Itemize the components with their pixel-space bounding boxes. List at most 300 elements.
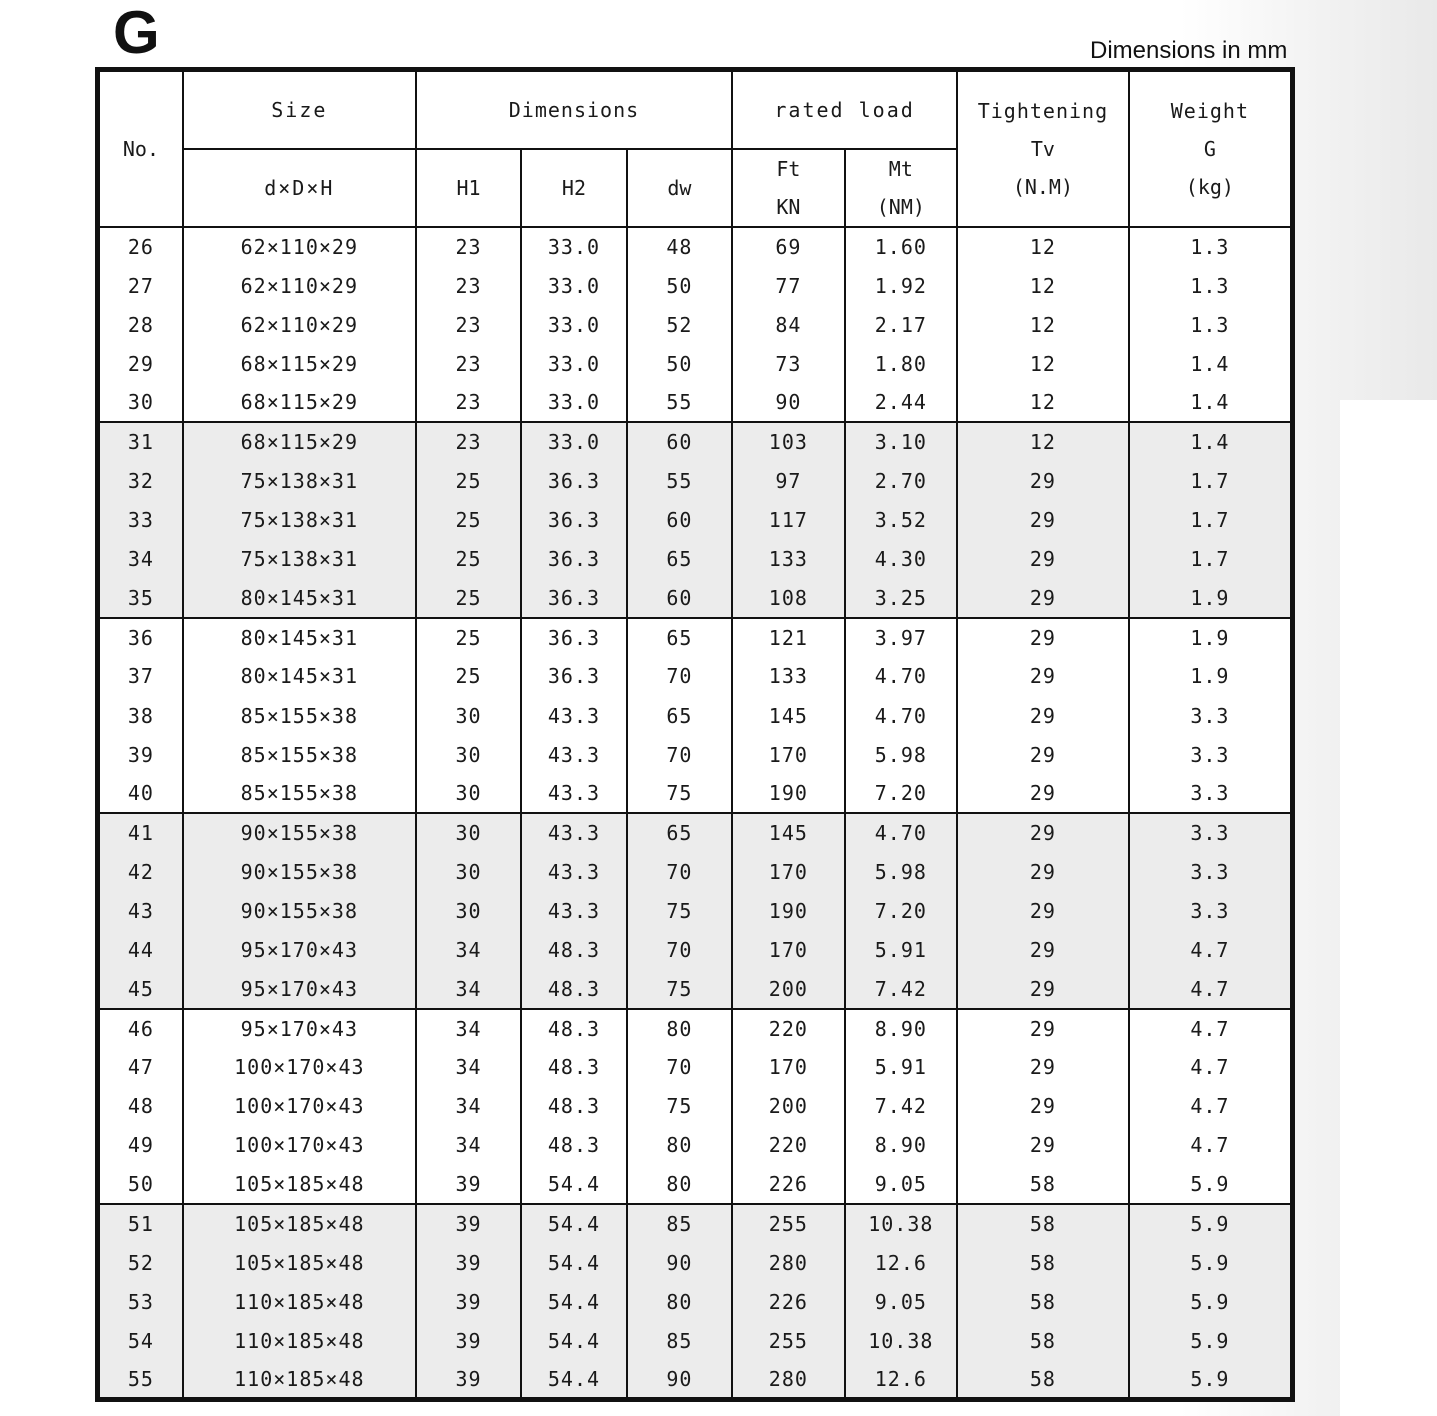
cell-weight: 5.9 [1129, 1243, 1293, 1282]
cell-size: 95×170×43 [183, 930, 416, 969]
cell-weight: 4.7 [1129, 1087, 1293, 1126]
header-weight-label: Weight [1170, 99, 1250, 123]
cell-mt: 4.70 [845, 657, 957, 696]
cell-no: 41 [98, 813, 183, 852]
cell-mt: 4.70 [845, 696, 957, 735]
header-weight [1129, 70, 1293, 228]
cell-size: 85×155×38 [183, 774, 416, 813]
cell-mt: 4.70 [845, 813, 957, 852]
cell-h1: 30 [416, 735, 521, 774]
cell-ft: 90 [732, 383, 844, 422]
table-row [98, 696, 1293, 735]
table-row [98, 774, 1293, 813]
header-h1: H1 [416, 149, 521, 227]
cell-h2: 36.3 [521, 618, 626, 657]
cell-mt: 1.92 [845, 266, 957, 305]
header-rated-load: rated load [732, 70, 957, 150]
cell-tightening: 58 [957, 1165, 1129, 1204]
cell-weight: 5.9 [1129, 1165, 1293, 1204]
cell-tightening: 29 [957, 618, 1129, 657]
cell-size: 100×170×43 [183, 1087, 416, 1126]
cell-weight: 1.4 [1129, 422, 1293, 461]
cell-dw: 70 [627, 852, 732, 891]
cell-h1: 39 [416, 1243, 521, 1282]
cell-ft: 103 [732, 422, 844, 461]
cell-no: 37 [98, 657, 183, 696]
table-row [98, 618, 1293, 657]
cell-h1: 34 [416, 930, 521, 969]
cell-tightening: 29 [957, 1087, 1129, 1126]
cell-dw: 52 [627, 305, 732, 344]
cell-no: 40 [98, 774, 183, 813]
cell-no: 30 [98, 383, 183, 422]
cell-h1: 34 [416, 1087, 521, 1126]
cell-no: 34 [98, 540, 183, 579]
header-mt-label: Mt [888, 157, 913, 181]
cell-weight: 5.9 [1129, 1282, 1293, 1321]
cell-h1: 39 [416, 1360, 521, 1399]
cell-weight: 4.7 [1129, 970, 1293, 1009]
cell-no: 54 [98, 1321, 183, 1360]
cell-ft: 280 [732, 1360, 844, 1399]
cell-size: 100×170×43 [183, 1126, 416, 1165]
cell-no: 39 [98, 735, 183, 774]
cell-dw: 90 [627, 1360, 732, 1399]
cell-dw: 70 [627, 930, 732, 969]
cell-weight: 1.9 [1129, 579, 1293, 618]
cell-h1: 30 [416, 813, 521, 852]
cell-h2: 54.4 [521, 1360, 626, 1399]
cell-tightening: 58 [957, 1282, 1129, 1321]
cell-h1: 39 [416, 1282, 521, 1321]
cell-size: 110×185×48 [183, 1282, 416, 1321]
cell-tightening: 12 [957, 344, 1129, 383]
cell-size: 105×185×48 [183, 1243, 416, 1282]
cell-tightening: 29 [957, 1126, 1129, 1165]
cell-no: 47 [98, 1048, 183, 1087]
cell-h2: 43.3 [521, 852, 626, 891]
table-row [98, 891, 1293, 930]
cell-h2: 36.3 [521, 501, 626, 540]
cell-size: 80×145×31 [183, 579, 416, 618]
cell-dw: 70 [627, 1048, 732, 1087]
cell-weight: 3.3 [1129, 696, 1293, 735]
cell-size: 62×110×29 [183, 305, 416, 344]
cell-no: 28 [98, 305, 183, 344]
cell-tightening: 29 [957, 501, 1129, 540]
header-ft-unit: KN [776, 195, 801, 219]
header-h2: H2 [521, 149, 626, 227]
table-row [98, 540, 1293, 579]
cell-ft: 255 [732, 1204, 844, 1243]
section-letter: G [113, 0, 160, 66]
table-row [98, 735, 1293, 774]
header-mt [845, 149, 957, 227]
cell-mt: 10.38 [845, 1204, 957, 1243]
cell-size: 75×138×31 [183, 501, 416, 540]
cell-tightening: 12 [957, 305, 1129, 344]
cell-tightening: 29 [957, 774, 1129, 813]
header-dimensions: Dimensions [416, 70, 732, 150]
cell-weight: 1.7 [1129, 540, 1293, 579]
cell-h1: 23 [416, 305, 521, 344]
header-tightening-label: Tightening [977, 99, 1109, 123]
cell-dw: 70 [627, 735, 732, 774]
table-row [98, 383, 1293, 422]
table-row [98, 579, 1293, 618]
cell-no: 36 [98, 618, 183, 657]
cell-dw: 65 [627, 540, 732, 579]
cell-tightening: 29 [957, 970, 1129, 1009]
cell-weight: 3.3 [1129, 852, 1293, 891]
cell-no: 26 [98, 227, 183, 266]
header-no: No. [98, 70, 183, 228]
cell-dw: 55 [627, 461, 732, 500]
cell-no: 49 [98, 1126, 183, 1165]
cell-weight: 5.9 [1129, 1204, 1293, 1243]
cell-mt: 2.17 [845, 305, 957, 344]
cell-ft: 69 [732, 227, 844, 266]
cell-ft: 280 [732, 1243, 844, 1282]
cell-tightening: 29 [957, 813, 1129, 852]
cell-h2: 33.0 [521, 305, 626, 344]
cell-dw: 70 [627, 657, 732, 696]
table-row [98, 266, 1293, 305]
table-row [98, 852, 1293, 891]
cell-tightening: 12 [957, 422, 1129, 461]
cell-ft: 97 [732, 461, 844, 500]
cell-size: 68×115×29 [183, 422, 416, 461]
cell-ft: 255 [732, 1321, 844, 1360]
table-row [98, 1360, 1293, 1399]
cell-size: 110×185×48 [183, 1360, 416, 1399]
cell-mt: 7.42 [845, 1087, 957, 1126]
cell-dw: 65 [627, 618, 732, 657]
cell-weight: 5.9 [1129, 1321, 1293, 1360]
table-row [98, 1321, 1293, 1360]
cell-no: 44 [98, 930, 183, 969]
cell-weight: 1.4 [1129, 383, 1293, 422]
table-row [98, 344, 1293, 383]
cell-no: 43 [98, 891, 183, 930]
cell-no: 53 [98, 1282, 183, 1321]
cell-dw: 75 [627, 891, 732, 930]
table-row [98, 501, 1293, 540]
cell-tightening: 29 [957, 930, 1129, 969]
cell-dw: 80 [627, 1126, 732, 1165]
cell-h2: 54.4 [521, 1165, 626, 1204]
cell-weight: 1.3 [1129, 227, 1293, 266]
cell-weight: 3.3 [1129, 891, 1293, 930]
table-row [98, 930, 1293, 969]
cell-ft: 170 [732, 930, 844, 969]
cell-h1: 39 [416, 1204, 521, 1243]
cell-tightening: 29 [957, 657, 1129, 696]
cell-dw: 60 [627, 422, 732, 461]
cell-mt: 4.30 [845, 540, 957, 579]
cell-mt: 9.05 [845, 1165, 957, 1204]
table-row [98, 1126, 1293, 1165]
cell-size: 90×155×38 [183, 852, 416, 891]
cell-h2: 48.3 [521, 930, 626, 969]
cell-ft: 133 [732, 657, 844, 696]
table-row [98, 227, 1293, 266]
cell-h2: 54.4 [521, 1282, 626, 1321]
cell-ft: 77 [732, 266, 844, 305]
cell-dw: 65 [627, 696, 732, 735]
cell-mt: 5.98 [845, 852, 957, 891]
cell-ft: 121 [732, 618, 844, 657]
cell-mt: 1.80 [845, 344, 957, 383]
row-group-1 [98, 227, 1293, 422]
cell-size: 105×185×48 [183, 1204, 416, 1243]
cell-size: 68×115×29 [183, 344, 416, 383]
header-dw: dw [627, 149, 732, 227]
cell-dw: 48 [627, 227, 732, 266]
cell-dw: 80 [627, 1009, 732, 1048]
cell-ft: 200 [732, 970, 844, 1009]
header-weight-symbol: G [1203, 137, 1216, 161]
cell-weight: 1.7 [1129, 461, 1293, 500]
cell-size: 75×138×31 [183, 461, 416, 500]
cell-mt: 2.44 [845, 383, 957, 422]
cell-mt: 8.90 [845, 1126, 957, 1165]
cell-h2: 48.3 [521, 1126, 626, 1165]
cell-size: 85×155×38 [183, 735, 416, 774]
cell-no: 38 [98, 696, 183, 735]
cell-tightening: 29 [957, 891, 1129, 930]
cell-weight: 1.4 [1129, 344, 1293, 383]
header-mt-unit: (NM) [876, 195, 925, 219]
cell-ft: 170 [732, 735, 844, 774]
cell-h2: 33.0 [521, 383, 626, 422]
cell-mt: 8.90 [845, 1009, 957, 1048]
cell-h1: 25 [416, 618, 521, 657]
cell-h2: 36.3 [521, 540, 626, 579]
table-row [98, 1282, 1293, 1321]
cell-dw: 50 [627, 266, 732, 305]
cell-no: 27 [98, 266, 183, 305]
cell-mt: 9.05 [845, 1282, 957, 1321]
cell-size: 62×110×29 [183, 266, 416, 305]
cell-ft: 200 [732, 1087, 844, 1126]
cell-weight: 5.9 [1129, 1360, 1293, 1399]
cell-size: 90×155×38 [183, 891, 416, 930]
cell-h1: 30 [416, 774, 521, 813]
cell-h2: 33.0 [521, 266, 626, 305]
header-size: Size [183, 70, 416, 150]
cell-h2: 54.4 [521, 1321, 626, 1360]
cell-size: 105×185×48 [183, 1165, 416, 1204]
cell-tightening: 58 [957, 1243, 1129, 1282]
cell-tightening: 58 [957, 1321, 1129, 1360]
cell-mt: 3.10 [845, 422, 957, 461]
table-row [98, 422, 1293, 461]
row-group-3 [98, 618, 1293, 813]
cell-no: 32 [98, 461, 183, 500]
cell-weight: 1.3 [1129, 305, 1293, 344]
cell-no: 46 [98, 1009, 183, 1048]
row-group-4 [98, 813, 1293, 1008]
cell-tightening: 58 [957, 1204, 1129, 1243]
cell-h2: 48.3 [521, 1048, 626, 1087]
cell-mt: 2.70 [845, 461, 957, 500]
cell-h1: 25 [416, 579, 521, 618]
cell-weight: 1.9 [1129, 618, 1293, 657]
cell-dw: 55 [627, 383, 732, 422]
cell-size: 95×170×43 [183, 1009, 416, 1048]
cell-mt: 7.20 [845, 891, 957, 930]
cell-ft: 190 [732, 774, 844, 813]
cell-no: 52 [98, 1243, 183, 1282]
cell-size: 95×170×43 [183, 970, 416, 1009]
cell-mt: 3.52 [845, 501, 957, 540]
cell-mt: 7.20 [845, 774, 957, 813]
cell-h2: 48.3 [521, 1087, 626, 1126]
cell-no: 35 [98, 579, 183, 618]
cell-weight: 3.3 [1129, 813, 1293, 852]
cell-ft: 84 [732, 305, 844, 344]
cell-h2: 43.3 [521, 696, 626, 735]
header-tightening-symbol: Tv [1030, 137, 1055, 161]
cell-h2: 48.3 [521, 970, 626, 1009]
cell-size: 85×155×38 [183, 696, 416, 735]
cell-no: 42 [98, 852, 183, 891]
cell-ft: 117 [732, 501, 844, 540]
cell-ft: 190 [732, 891, 844, 930]
cell-no: 45 [98, 970, 183, 1009]
cell-h1: 23 [416, 227, 521, 266]
header-tightening [957, 70, 1129, 228]
cell-ft: 108 [732, 579, 844, 618]
background-shade-cutout [1340, 400, 1437, 1416]
cell-h2: 36.3 [521, 461, 626, 500]
cell-mt: 1.60 [845, 227, 957, 266]
cell-h1: 25 [416, 461, 521, 500]
cell-dw: 80 [627, 1165, 732, 1204]
cell-h1: 39 [416, 1165, 521, 1204]
cell-tightening: 12 [957, 227, 1129, 266]
cell-tightening: 12 [957, 383, 1129, 422]
row-group-6 [98, 1204, 1293, 1399]
table-row [98, 305, 1293, 344]
cell-dw: 65 [627, 813, 732, 852]
cell-ft: 133 [732, 540, 844, 579]
cell-dw: 80 [627, 1282, 732, 1321]
cell-size: 80×145×31 [183, 657, 416, 696]
cell-ft: 220 [732, 1009, 844, 1048]
header-weight-unit: (kg) [1185, 175, 1234, 199]
cell-h2: 36.3 [521, 579, 626, 618]
cell-tightening: 29 [957, 1009, 1129, 1048]
units-note: Dimensions in mm [1090, 37, 1288, 64]
cell-ft: 73 [732, 344, 844, 383]
cell-no: 51 [98, 1204, 183, 1243]
cell-h1: 39 [416, 1321, 521, 1360]
cell-weight: 4.7 [1129, 1048, 1293, 1087]
cell-h1: 23 [416, 383, 521, 422]
cell-h2: 43.3 [521, 891, 626, 930]
cell-weight: 4.7 [1129, 1009, 1293, 1048]
cell-tightening: 29 [957, 461, 1129, 500]
table-row [98, 1009, 1293, 1048]
table-row [98, 657, 1293, 696]
cell-size: 75×138×31 [183, 540, 416, 579]
cell-ft: 170 [732, 1048, 844, 1087]
cell-h1: 25 [416, 501, 521, 540]
cell-dw: 75 [627, 1087, 732, 1126]
cell-dw: 60 [627, 579, 732, 618]
cell-size: 62×110×29 [183, 227, 416, 266]
cell-ft: 170 [732, 852, 844, 891]
cell-mt: 5.91 [845, 1048, 957, 1087]
cell-no: 50 [98, 1165, 183, 1204]
table-header [98, 70, 1293, 228]
cell-mt: 10.38 [845, 1321, 957, 1360]
cell-weight: 1.7 [1129, 501, 1293, 540]
table-row [98, 1204, 1293, 1243]
cell-h1: 34 [416, 970, 521, 1009]
cell-h1: 23 [416, 422, 521, 461]
cell-dw: 75 [627, 774, 732, 813]
cell-weight: 4.7 [1129, 1126, 1293, 1165]
cell-h1: 30 [416, 696, 521, 735]
table-row [98, 1165, 1293, 1204]
cell-ft: 226 [732, 1282, 844, 1321]
header-tightening-unit: (N.M) [1012, 175, 1074, 199]
cell-dw: 90 [627, 1243, 732, 1282]
cell-no: 55 [98, 1360, 183, 1399]
cell-h1: 23 [416, 344, 521, 383]
spec-table [95, 67, 1295, 1402]
cell-h2: 43.3 [521, 774, 626, 813]
cell-h2: 33.0 [521, 227, 626, 266]
cell-h2: 33.0 [521, 422, 626, 461]
table-row [98, 461, 1293, 500]
cell-h1: 23 [416, 266, 521, 305]
cell-h2: 33.0 [521, 344, 626, 383]
cell-h2: 43.3 [521, 813, 626, 852]
cell-size: 90×155×38 [183, 813, 416, 852]
cell-h1: 25 [416, 657, 521, 696]
cell-size: 110×185×48 [183, 1321, 416, 1360]
cell-tightening: 29 [957, 1048, 1129, 1087]
row-group-5 [98, 1009, 1293, 1204]
table-row [98, 1048, 1293, 1087]
table-row [98, 813, 1293, 852]
cell-no: 29 [98, 344, 183, 383]
cell-no: 33 [98, 501, 183, 540]
cell-no: 48 [98, 1087, 183, 1126]
cell-mt: 7.42 [845, 970, 957, 1009]
cell-tightening: 29 [957, 540, 1129, 579]
cell-size: 100×170×43 [183, 1048, 416, 1087]
cell-tightening: 58 [957, 1360, 1129, 1399]
cell-h1: 30 [416, 852, 521, 891]
cell-ft: 226 [732, 1165, 844, 1204]
cell-size: 80×145×31 [183, 618, 416, 657]
cell-ft: 145 [732, 696, 844, 735]
cell-weight: 1.9 [1129, 657, 1293, 696]
cell-weight: 1.3 [1129, 266, 1293, 305]
cell-h1: 34 [416, 1048, 521, 1087]
cell-tightening: 12 [957, 266, 1129, 305]
cell-ft: 145 [732, 813, 844, 852]
header-ft [732, 149, 844, 227]
cell-mt: 3.97 [845, 618, 957, 657]
header-ft-label: Ft [776, 157, 801, 181]
cell-h1: 30 [416, 891, 521, 930]
